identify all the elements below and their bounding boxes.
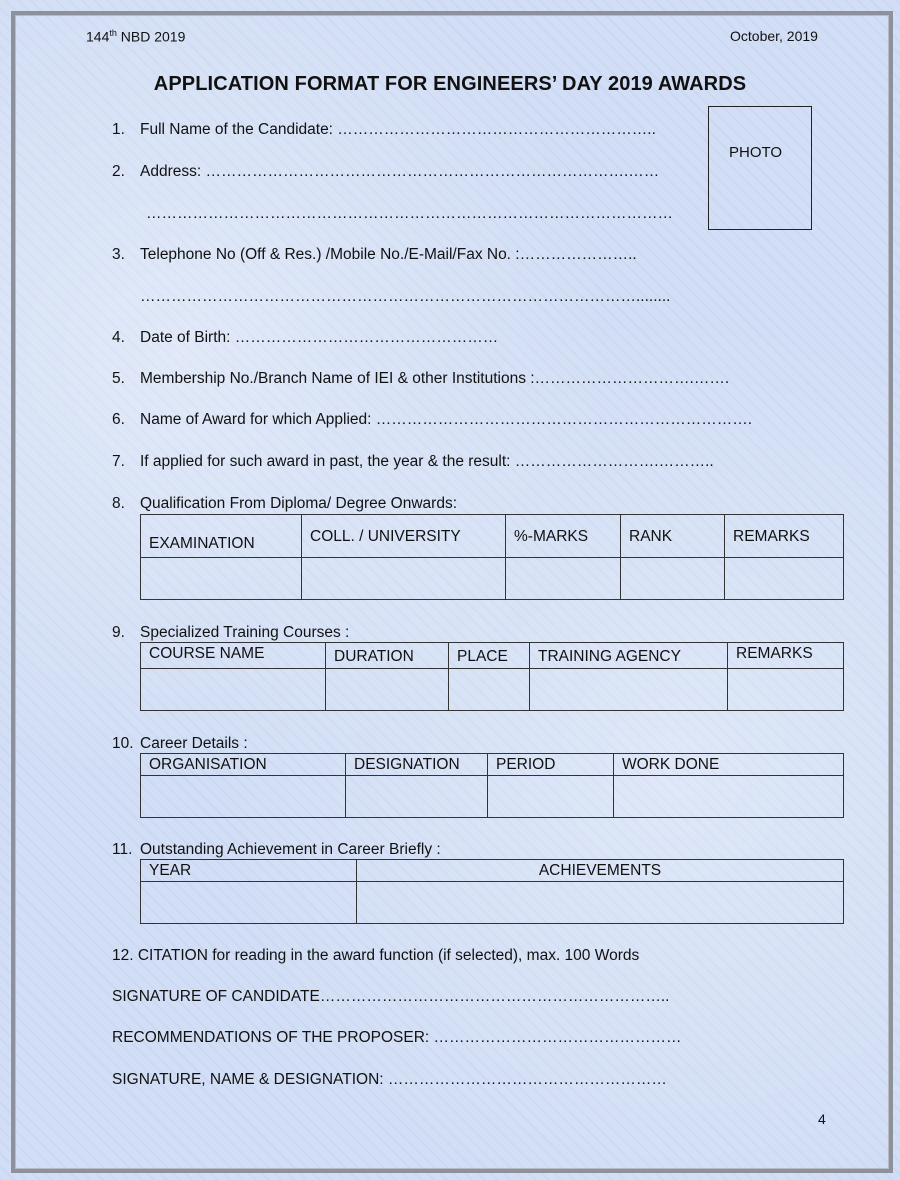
table-row bbox=[141, 776, 844, 818]
item-number: 9. bbox=[112, 624, 125, 641]
item-text: Address: ……………………………………………………………………….…… bbox=[140, 163, 660, 180]
column-header: PERIOD bbox=[488, 754, 614, 776]
table-cell[interactable] bbox=[357, 882, 844, 924]
item-citation: 12. CITATION for reading in the award function (if selected), max. 100 Words bbox=[112, 947, 640, 964]
signature-of-candidate: SIGNATURE OF CANDIDATE………………………………………………………….. bbox=[112, 988, 670, 1005]
table-header-row bbox=[141, 860, 844, 882]
table-cell[interactable] bbox=[141, 669, 326, 711]
table-cell[interactable] bbox=[302, 558, 506, 600]
header-superscript: th bbox=[109, 28, 117, 38]
column-header: TRAINING AGENCY bbox=[530, 643, 728, 669]
table-row bbox=[141, 558, 844, 600]
table-cell[interactable] bbox=[725, 558, 844, 600]
table-header-row bbox=[141, 643, 844, 669]
item-number: 10. bbox=[112, 735, 134, 752]
table-row bbox=[141, 882, 844, 924]
table-header-row bbox=[141, 754, 844, 776]
item-address-line-2: ………………………………………………………………………………………… bbox=[146, 205, 673, 222]
career-table bbox=[140, 753, 844, 818]
item-telephone-line-2: ……………………………………………………………………………………........ bbox=[140, 288, 671, 305]
item-number: 2. bbox=[112, 163, 125, 180]
item-text: If applied for such award in past, the year & the result: ……………………….……….. bbox=[140, 453, 714, 470]
photo-box bbox=[708, 106, 812, 230]
table-cell[interactable] bbox=[530, 669, 728, 711]
table-cell[interactable] bbox=[141, 882, 357, 924]
signature-name-designation: SIGNATURE, NAME & DESIGNATION: ……………………………………………… bbox=[112, 1071, 667, 1088]
photo-label: PHOTO bbox=[729, 144, 783, 161]
page-title: APPLICATION FORMAT FOR ENGINEERS’ DAY 2019 AWARDS bbox=[153, 73, 747, 95]
table-cell[interactable] bbox=[728, 669, 844, 711]
column-header: DURATION bbox=[326, 643, 449, 669]
item-text: Specialized Training Courses : bbox=[140, 624, 350, 641]
item-number: 6. bbox=[112, 411, 125, 428]
item-number: 4. bbox=[112, 329, 125, 346]
item-number: 8. bbox=[112, 495, 125, 512]
item-text: Telephone No (Off & Res.) /Mobile No./E-Mail/Fax No. :………………….. bbox=[140, 246, 637, 263]
item-text: Qualification From Diploma/ Degree Onwards: bbox=[140, 495, 458, 512]
column-header: %-MARKS bbox=[506, 515, 621, 558]
column-header: COLL. / UNIVERSITY bbox=[302, 515, 506, 558]
item-text: Career Details : bbox=[140, 735, 248, 752]
header-date: October, 2019 bbox=[730, 28, 818, 44]
header-number: 144 bbox=[86, 28, 110, 45]
column-header: ORGANISATION bbox=[141, 754, 346, 776]
table-cell[interactable] bbox=[506, 558, 621, 600]
item-text: Name of Award for which Applied: ………………………………………………………………. bbox=[140, 411, 753, 428]
header-label: NBD 2019 bbox=[116, 28, 186, 45]
column-header: COURSE NAME bbox=[141, 643, 326, 669]
item-text: Outstanding Achievement in Career Briefly : bbox=[140, 841, 441, 858]
qualification-table bbox=[140, 514, 844, 600]
column-header: RANK bbox=[621, 515, 725, 558]
table-cell[interactable] bbox=[449, 669, 530, 711]
item-number: 11. bbox=[112, 841, 133, 858]
table-row bbox=[141, 669, 844, 711]
achievement-table bbox=[140, 859, 844, 924]
item-number: 5. bbox=[112, 370, 125, 387]
header-left bbox=[86, 28, 185, 45]
item-number: 1. bbox=[112, 121, 125, 138]
column-header: REMARKS bbox=[728, 643, 844, 669]
column-header: DESIGNATION bbox=[346, 754, 488, 776]
item-text: Date of Birth: …………………………………………… bbox=[140, 329, 499, 346]
table-cell[interactable] bbox=[488, 776, 614, 818]
column-header: YEAR bbox=[141, 860, 357, 882]
table-cell[interactable] bbox=[614, 776, 844, 818]
page-number: 4 bbox=[818, 1111, 826, 1127]
column-header: ACHIEVEMENTS bbox=[357, 860, 844, 882]
training-table bbox=[140, 642, 844, 711]
column-header: EXAMINATION bbox=[141, 515, 302, 558]
item-text: Full Name of the Candidate: …………………………………………………….. bbox=[140, 121, 656, 138]
item-text: Membership No./Branch Name of IEI & other Institutions :………………………….……. bbox=[140, 370, 730, 387]
column-header: WORK DONE bbox=[614, 754, 844, 776]
table-cell[interactable] bbox=[141, 776, 346, 818]
table-cell[interactable] bbox=[326, 669, 449, 711]
table-header-row bbox=[141, 515, 844, 558]
table-cell[interactable] bbox=[346, 776, 488, 818]
item-number: 3. bbox=[112, 246, 125, 263]
item-number: 7. bbox=[112, 453, 125, 470]
table-cell[interactable] bbox=[141, 558, 302, 600]
column-header: PLACE bbox=[449, 643, 530, 669]
table-cell[interactable] bbox=[621, 558, 725, 600]
column-header: REMARKS bbox=[725, 515, 844, 558]
recommendations-of-proposer: RECOMMENDATIONS OF THE PROPOSER: ………………………………………… bbox=[112, 1029, 682, 1046]
